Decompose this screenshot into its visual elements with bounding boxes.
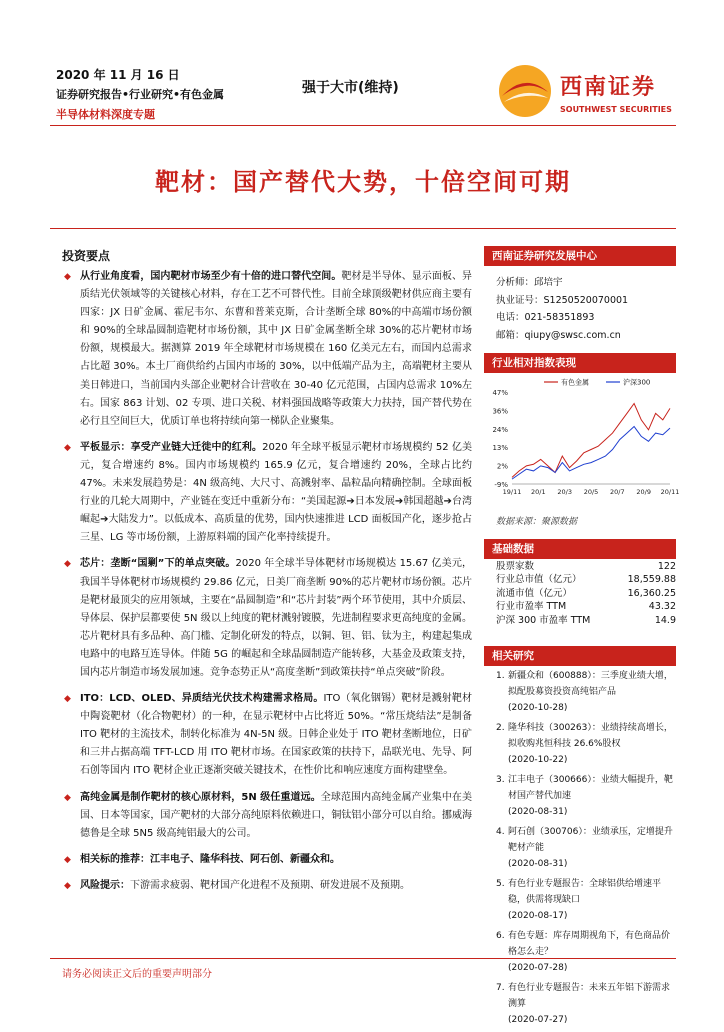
research-center-header: 西南证券研究发展中心: [484, 246, 676, 266]
point-text: 靶材是半导体、显示面板、异质结光伏领域等的关键核心材料，存在工艺不可替代性。目前全球顶级靶材供应商主要有四家：JX 日矿金属、霍尼韦尔、东曹和普莱克斯，合计垄断全球 80%的中高端市场份额和 90%的全球晶圆制造靶材市场份额，其中 JX 日矿金属垄断全球 30%的芯片靶材市场份额，规模最大。据测算 2019 年全球靶材市场规模在 160 亿美元左右，而国内总需求占比超 30%。本土厂商供给约占国内市场的 30%，以中低端产品为主，高端靶材主要从美日韩进口，当前国内头部企业靶材合计营收在 30-40 亿元范围，占国内总需求 10%左右。国家 863 计划、02 专项、进口关税、材料强国战略等政策大力扶持，国产替代势在必行且空间巨大，优质订单也将持续向第一梯队企业聚集。: [80, 271, 473, 427]
analyst-phone: 电话：021-58351893: [496, 312, 595, 323]
item-text: 阿石创（300706）：业绩承压，定增提升靶材产能: [508, 827, 673, 853]
y-tick-label: 2%: [496, 462, 508, 471]
point-lead: 芯片：垄断“国剿”下的单点突破。: [80, 558, 236, 570]
chart-source: 数据来源：聚源数据: [496, 517, 578, 527]
row-label: 沪深 300 市盈率 TTM: [496, 614, 591, 626]
point-lead: 风险提示：: [80, 879, 130, 891]
table-row: [496, 600, 676, 613]
bullet-icon: ◆: [64, 792, 71, 803]
list-item[interactable]: [496, 720, 676, 768]
point-flat-panel: [62, 439, 472, 548]
series-line: [512, 427, 670, 480]
x-tick-label: 20/7: [610, 488, 625, 496]
table-row: [496, 560, 676, 573]
row-label: 行业总市值（亿元）: [496, 574, 582, 586]
report-topic: 半导体材料深度专题: [56, 108, 155, 121]
legend-label: 有色金属: [561, 378, 589, 387]
point-text: 下游需求疲弱、靶材国产化进程不及预期、研发进展不及预期。: [130, 879, 410, 891]
list-item[interactable]: [496, 980, 676, 1028]
list-item[interactable]: [496, 928, 676, 976]
analyst-license: 执业证号：S1250520070001: [496, 294, 629, 306]
point-lead: 高纯金属是制作靶材的核心原材料，5N 级任重道远。: [80, 791, 321, 803]
relative-index-chart: [484, 374, 680, 514]
point-lead: 平板显示：享受产业链大迁徙中的红利。: [80, 441, 263, 453]
row-value: 14.9: [654, 614, 676, 626]
bullet-icon: ◆: [64, 559, 71, 570]
item-number: 7.: [496, 983, 505, 993]
table-row: [496, 573, 676, 586]
list-item[interactable]: [496, 876, 676, 924]
point-text: 2020 年全球半导体靶材市场规模达 15.67 亿美元，我国半导体靶材市场规模约 29.86 亿元，日美厂商垄断 90%的芯片靶材市场份额。芯片是靶材最顶尖的应用领域，主要在“晶圆制造”和“芯片封装”两个环节使用，其中介质层、导体层、保护层都要使 5N 级以上纯度的靶材溅射镀膜，先进制程要求更高纯度的金属。芯片靶材具有多品种、高门槛、定制化研发的特点，以铜、钽、铝、钛为主，构建起集成电路中的电路互连导体。伴随 5G 的崛起和全球晶圆制造产能转移，大基金及政策支持，国内芯片制造市场发展加速。竞争态势正从“高度垄断”到政策扶持“单点突破”阶段。: [80, 558, 472, 678]
header-divider: [50, 125, 676, 126]
point-recommendation: [62, 851, 472, 869]
point-ito: [62, 690, 472, 780]
title-divider: [50, 228, 676, 229]
list-item[interactable]: [496, 668, 676, 716]
item-date: (2020-10-28): [508, 703, 568, 713]
basic-data-header: 基础数据: [484, 539, 676, 559]
point-chip: [62, 555, 472, 682]
table-row: [496, 614, 676, 627]
investment-points: [62, 268, 472, 903]
chart-header: 行业相对指数表现: [484, 353, 676, 373]
item-date: (2020-07-28): [508, 963, 568, 973]
point-text: 全球范围内高纯金属产业集中在美国、日本等国家，国产靶材的大部分高纯原料依赖进口，铜钛铝小部分可以自给。挪威海德鲁是全球 5N5 级高纯铝最大的公司。: [80, 791, 473, 839]
item-text: 隆华科技（300263）：业绩持续高增长，拟收购兆恒科技 26.6%股权: [508, 723, 673, 749]
bullet-icon: ◆: [64, 272, 71, 282]
item-date: (2020-08-31): [508, 807, 568, 817]
item-text: 有色行业专题报告：全球铝供给增速平稳，供需将现缺口: [508, 879, 662, 905]
x-tick-label: 20/9: [636, 488, 651, 496]
legend-label: 沪深300: [623, 378, 651, 387]
report-category: 证券研究报告•行业研究•有色金属: [56, 88, 225, 101]
bullet-icon: ◆: [64, 442, 71, 453]
y-tick-label: 13%: [492, 444, 508, 453]
analyst-info: [496, 274, 676, 344]
logo-emblem-icon: [496, 62, 554, 120]
report-title: 靶材：国产替代大势，十倍空间可期: [155, 168, 571, 196]
related-research-header: 相关研究: [484, 646, 676, 666]
item-date: (2020-10-22): [508, 755, 568, 765]
row-label: 行业市盈率 TTM: [496, 601, 567, 613]
series-line: [512, 404, 670, 478]
y-tick-label: 24%: [492, 425, 508, 434]
industry-rating: 强于大市(维持): [302, 80, 399, 96]
row-value: 43.32: [648, 601, 676, 613]
bullet-icon: ◆: [64, 694, 71, 705]
logo-name-en: SOUTHWEST SECURITIES: [560, 105, 672, 114]
x-tick-label: 19/11: [502, 488, 522, 496]
y-tick-label: 47%: [492, 389, 508, 397]
x-tick-label: 20/1: [531, 488, 546, 496]
related-research-list: [496, 668, 676, 1032]
point-text: ITO（氧化铟锡）靶材是溅射靶材中陶瓷靶材（化合物靶材）的一种，在显示靶材中占比将近 50%。“常压烧结法”是制备 ITO 靶材的主流技术，制转化标准为 4N-5N 级。日韩企业处于 ITO 靶材垄断地位，日矿和三井占据高端 TFT-LCD 用 ITO 靶材市场。在国家政策的扶持下，晶联光电、先导、阿石创等国内 ITO 靶材企业正逐渐突破关键技术，在性价比和响应速度方面构建壁垒。: [80, 693, 472, 777]
y-tick-label: -9%: [494, 481, 508, 489]
item-number: 1.: [496, 671, 505, 681]
item-text: 有色专题：库存周期视角下，有色商品价格怎么走？: [508, 931, 671, 957]
row-label: 股票家数: [496, 561, 535, 572]
item-date: (2020-07-27): [508, 1015, 568, 1025]
item-number: 2.: [496, 723, 505, 733]
x-tick-label: 20/11: [660, 488, 680, 496]
item-text: 新疆众和（600888）：三季度业绩大增，拟配股募资投资高纯铝产品: [508, 671, 673, 697]
analyst-name: 分析师：邱培宇: [496, 277, 563, 288]
investment-heading: 投资要点: [62, 249, 111, 263]
point-lead: ITO：LCD、OLED、异质结光伏技术构建需求格局。: [80, 693, 324, 705]
item-number: 5.: [496, 879, 505, 889]
point-risk: [62, 877, 472, 895]
item-date: (2020-08-31): [508, 859, 568, 869]
analyst-email[interactable]: 邮箱：qiupy@swsc.com.cn: [496, 329, 621, 341]
bullet-icon: ◆: [64, 854, 71, 865]
x-tick-label: 20/5: [583, 488, 599, 496]
report-date: 2020 年 11 月 16 日: [56, 68, 180, 82]
row-value: 16,360.25: [627, 587, 676, 599]
bullet-icon: ◆: [64, 880, 71, 891]
point-market: [62, 268, 472, 431]
point-text: 2020 年全球平板显示靶材市场规模约 52 亿美元，复合增速约 8%。国内市场规模约 165.9 亿元，复合增速约 20%，全球占比约 47%。未来发展趋势是：4N 级高纯、大尺寸、高溅射率、晶粒晶向精确控制。全球面板行业的几轮大周期中，产业链在变迁中重新分布：“美国起源➔日本发展➔韩国超越➔台湾崛起➔大陆发力”。以低成本、高质量的优势，国内快速推进 LCD 面板国产化，逐步抢占三星、LG 等市场份额，上游原料端的国产化率持续提升。: [80, 441, 472, 544]
row-label: 流通市值（亿元）: [496, 587, 573, 599]
y-tick-label: 36%: [492, 407, 508, 416]
row-value: 18,559.88: [627, 574, 676, 586]
point-lead: 相关标的推荐：江丰电子、隆华科技、阿石创、新疆众和。: [80, 853, 340, 865]
item-date: (2020-08-17): [508, 911, 568, 921]
list-item[interactable]: [496, 772, 676, 820]
disclaimer-note: 请务必阅读正文后的重要声明部分: [62, 969, 212, 980]
item-number: 4.: [496, 827, 505, 837]
item-number: 6.: [496, 931, 505, 941]
point-high-purity-metal: [62, 789, 472, 843]
list-item[interactable]: [496, 824, 676, 872]
basic-data-table: [496, 560, 676, 627]
item-text: 有色行业专题报告：未来五年铝下游需求测算: [508, 983, 671, 1009]
row-value: 122: [657, 561, 676, 572]
table-row: [496, 587, 676, 600]
item-text: 江丰电子（300666）：业绩大幅提升，靶材国产替代加速: [508, 775, 673, 801]
footer-divider: [50, 958, 676, 959]
point-lead: 从行业角度看，国内靶材市场至少有十倍的进口替代空间。: [80, 271, 342, 282]
item-number: 3.: [496, 775, 505, 785]
x-tick-label: 20/3: [557, 488, 572, 496]
company-logo: [496, 62, 676, 122]
logo-name-cn: 西南证券: [560, 74, 657, 100]
